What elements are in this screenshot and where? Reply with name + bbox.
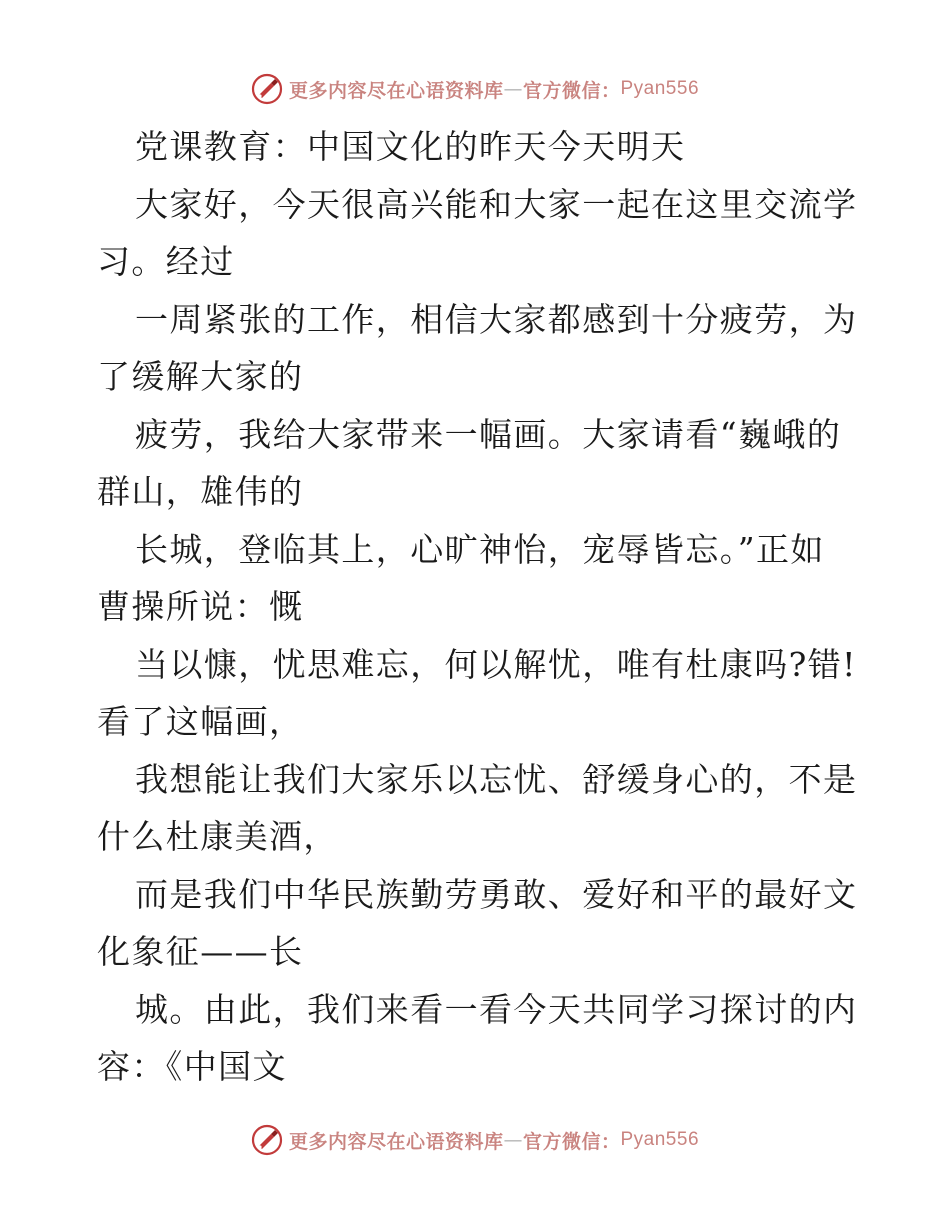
watermark-account: Pyan556 xyxy=(620,1129,700,1150)
watermark-text: 更多内容尽在心语资料库 xyxy=(288,1130,504,1153)
pen-logo-icon xyxy=(251,73,283,105)
text-line: 一周紧张的工作，相信大家都感到十分疲劳，为 xyxy=(135,299,858,339)
text-line: 疲劳，我给大家带来一幅画。大家请看“巍峨的 xyxy=(135,414,842,454)
text-line: 容：《中国文 xyxy=(97,1047,287,1086)
text-line: 当以慷，忧思难忘，何以解忧，唯有杜康吗?错! xyxy=(135,644,857,684)
text-line: 化象征——长 xyxy=(97,932,304,971)
text-line: 看了这幅画， xyxy=(97,702,304,741)
header-watermark xyxy=(0,71,950,107)
text-line: 习。经过 xyxy=(97,242,235,281)
text-line: 我想能让我们大家乐以忘忧、舒缓身心的，不是 xyxy=(135,759,858,799)
text-line: 什么杜康美酒， xyxy=(97,817,338,856)
text-line: 党课教育：中国文化的昨天今天明天 xyxy=(135,127,686,166)
footer-watermark xyxy=(0,1122,950,1158)
watermark-text: 更多内容尽在心语资料库 xyxy=(288,79,504,102)
text-line: 长城，登临其上，心旷神怡，宠辱皆忘。”正如 xyxy=(135,529,825,569)
text-line: 曹操所说：慨 xyxy=(97,587,304,626)
watermark-official: 官方微信： xyxy=(522,79,621,102)
watermark-official: 官方微信： xyxy=(522,1130,621,1153)
pen-logo-icon xyxy=(251,1124,283,1156)
text-line: 群山，雄伟的 xyxy=(97,472,304,511)
watermark-separator: — xyxy=(503,1129,523,1151)
text-line: 了缓解大家的 xyxy=(97,357,304,396)
text-line: 大家好，今天很高兴能和大家一起在这里交流学 xyxy=(135,184,858,224)
document-body xyxy=(97,118,857,1096)
text-line: 城。由此，我们来看一看今天共同学习探讨的内 xyxy=(135,989,858,1029)
watermark-account: Pyan556 xyxy=(620,78,700,99)
watermark-separator: — xyxy=(503,78,523,100)
text-line: 而是我们中华民族勤劳勇敢、爱好和平的最好文 xyxy=(135,874,858,914)
